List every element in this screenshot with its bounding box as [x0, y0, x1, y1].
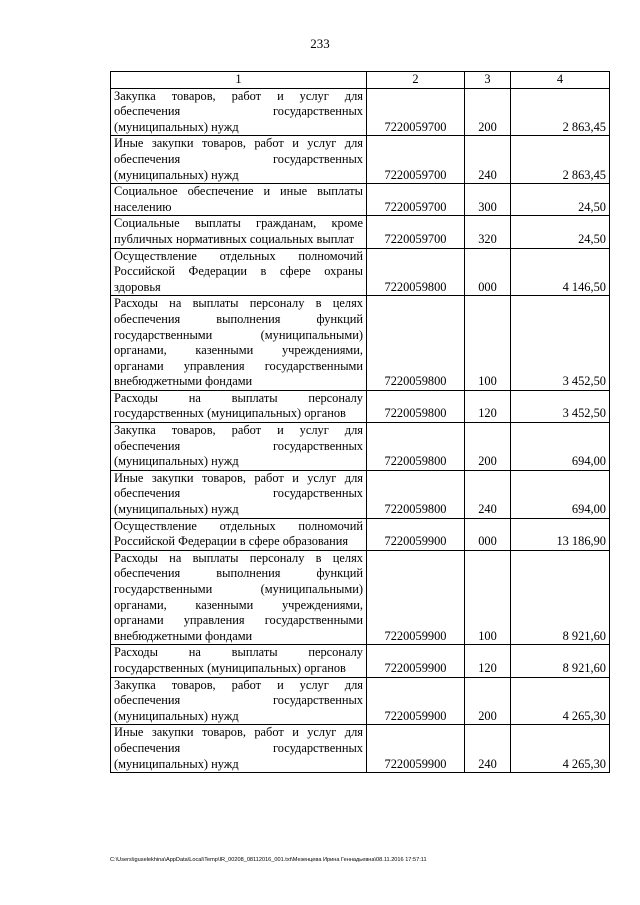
table-row	[111, 184, 610, 216]
row-type-cell: 000	[465, 248, 511, 296]
row-name-cell: Осуществление отдельных полномочий Российской Федерации в сфере охраны здоровья	[111, 248, 367, 296]
row-name-cell: Иные закупки товаров, работ и услуг для обеспечения государственных (муниципальных) нужд	[111, 470, 367, 518]
table-row	[111, 645, 610, 677]
row-type-cell: 200	[465, 677, 511, 725]
table-row	[111, 136, 610, 184]
row-type-cell: 300	[465, 184, 511, 216]
row-code-cell: 7220059800	[367, 296, 465, 391]
row-name-cell: Расходы на выплаты персоналу государственных (муниципальных) органов	[111, 645, 367, 677]
row-type-cell: 240	[465, 136, 511, 184]
row-code-cell: 7220059900	[367, 550, 465, 645]
table-row	[111, 677, 610, 725]
header-cell-3: 3	[465, 72, 511, 89]
row-sum-cell: 8 921,60	[511, 645, 610, 677]
table-row	[111, 518, 610, 550]
table-row	[111, 725, 610, 773]
row-sum-cell: 8 921,60	[511, 550, 610, 645]
row-code-cell: 7220059900	[367, 645, 465, 677]
table-row	[111, 550, 610, 645]
row-type-cell: 120	[465, 645, 511, 677]
row-name-cell: Социальные выплаты гражданам, кроме публичных нормативных социальных выплат	[111, 216, 367, 248]
row-name-cell: Закупка товаров, работ и услуг для обеспечения государственных (муниципальных) нужд	[111, 423, 367, 471]
row-type-cell: 000	[465, 518, 511, 550]
footer-file-path: C:\Users\iguselekhina\AppData\Local\Temp\IR_00208_08112016_001.txt\Мезенцева Ирина Геннадьевна\08.11.2016 17:57:11	[110, 857, 427, 863]
row-sum-cell: 4 146,50	[511, 248, 610, 296]
row-code-cell: 7220059700	[367, 184, 465, 216]
row-type-cell: 240	[465, 470, 511, 518]
row-type-cell: 100	[465, 296, 511, 391]
row-sum-cell: 24,50	[511, 184, 610, 216]
page-number: 233	[310, 36, 330, 51]
row-sum-cell: 2 863,45	[511, 88, 610, 136]
row-name-cell: Закупка товаров, работ и услуг для обеспечения государственных (муниципальных) нужд	[111, 88, 367, 136]
table-row	[111, 423, 610, 471]
row-name-cell: Расходы на выплаты персоналу в целях обеспечения выполнения функций государственными (муниципальными) органами, казенными учреждениями, органами управления государственными внебюджетными фондами	[111, 550, 367, 645]
row-sum-cell: 3 452,50	[511, 390, 610, 422]
table-row	[111, 216, 610, 248]
row-name-cell: Социальное обеспечение и иные выплаты населению	[111, 184, 367, 216]
row-type-cell: 320	[465, 216, 511, 248]
table-body	[111, 72, 610, 773]
row-code-cell: 7220059900	[367, 677, 465, 725]
table-row	[111, 470, 610, 518]
row-code-cell: 7220059900	[367, 725, 465, 773]
row-name-cell: Иные закупки товаров, работ и услуг для обеспечения государственных (муниципальных) нужд	[111, 725, 367, 773]
row-type-cell: 200	[465, 88, 511, 136]
row-sum-cell: 3 452,50	[511, 296, 610, 391]
row-code-cell: 7220059800	[367, 248, 465, 296]
row-type-cell: 100	[465, 550, 511, 645]
table-row	[111, 88, 610, 136]
row-sum-cell: 694,00	[511, 423, 610, 471]
row-sum-cell: 4 265,30	[511, 725, 610, 773]
row-sum-cell: 24,50	[511, 216, 610, 248]
row-code-cell: 7220059700	[367, 88, 465, 136]
row-code-cell: 7220059800	[367, 423, 465, 471]
budget-table	[110, 71, 610, 773]
row-code-cell: 7220059700	[367, 216, 465, 248]
row-name-cell: Расходы на выплаты персоналу в целях обеспечения выполнения функций государственными (муниципальными) органами, казенными учреждениями, органами управления государственными внебюджетными фондами	[111, 296, 367, 391]
row-name-cell: Осуществление отдельных полномочий Российской Федерации в сфере образования	[111, 518, 367, 550]
row-sum-cell: 2 863,45	[511, 136, 610, 184]
row-sum-cell: 694,00	[511, 470, 610, 518]
row-code-cell: 7220059700	[367, 136, 465, 184]
row-name-cell: Иные закупки товаров, работ и услуг для обеспечения государственных (муниципальных) нужд	[111, 136, 367, 184]
row-name-cell: Закупка товаров, работ и услуг для обеспечения государственных (муниципальных) нужд	[111, 677, 367, 725]
table-row	[111, 296, 610, 391]
header-cell-2: 2	[367, 72, 465, 89]
table-row	[111, 248, 610, 296]
row-code-cell: 7220059800	[367, 470, 465, 518]
header-cell-1: 1	[111, 72, 367, 89]
table-row	[111, 390, 610, 422]
row-sum-cell: 13 186,90	[511, 518, 610, 550]
row-code-cell: 7220059900	[367, 518, 465, 550]
row-type-cell: 120	[465, 390, 511, 422]
row-type-cell: 200	[465, 423, 511, 471]
row-name-cell: Расходы на выплаты персоналу государственных (муниципальных) органов	[111, 390, 367, 422]
row-code-cell: 7220059800	[367, 390, 465, 422]
row-type-cell: 240	[465, 725, 511, 773]
table-header-row	[111, 72, 610, 89]
row-sum-cell: 4 265,30	[511, 677, 610, 725]
header-cell-4: 4	[511, 72, 610, 89]
